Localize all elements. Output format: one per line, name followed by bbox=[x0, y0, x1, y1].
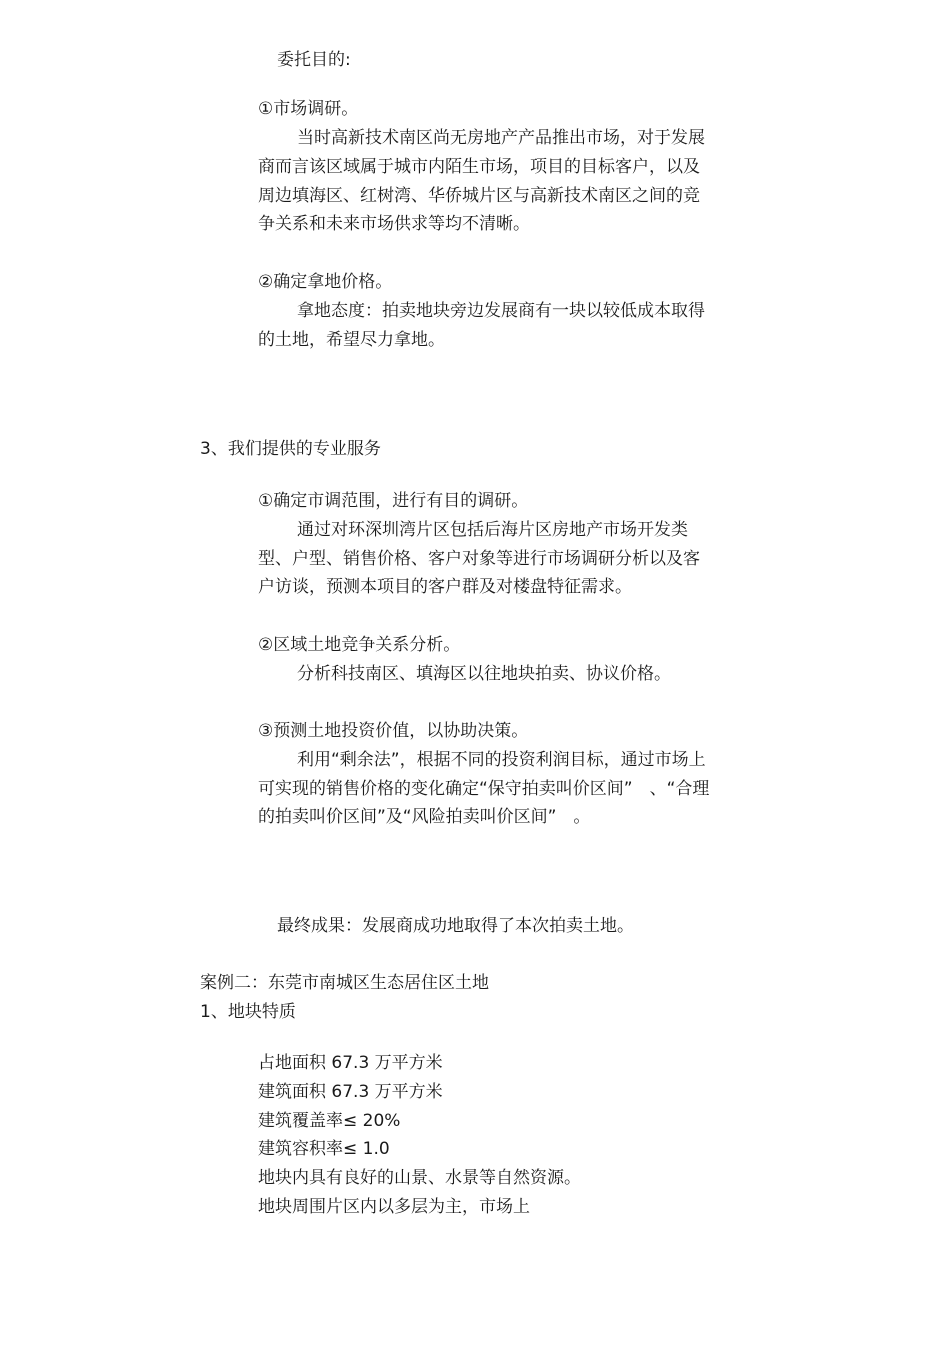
item-market-research-text: 周边填海区、红树湾、华侨城片区与高新技术南区之间的竞 bbox=[258, 186, 700, 206]
service-valuation-text: 可实现的销售价格的变化确定“保守拍卖叫价区间” 、“合理 bbox=[258, 779, 710, 799]
land-attribute: 地块周围片区内以多层为主，市场上 bbox=[258, 1197, 530, 1217]
item-market-research-text: 商而言该区域属于城市内陌生市场，项目的目标客户，以及 bbox=[258, 157, 700, 177]
service-survey-text: 通过对环深圳湾片区包括后海片区房地产市场开发类 bbox=[297, 520, 688, 540]
service-competition-text: 分析科技南区、填海区以往地块拍卖、协议价格。 bbox=[297, 664, 671, 684]
land-attribute: 建筑面积 67.3 万平方米 bbox=[258, 1082, 443, 1102]
item-land-price-text: 的土地，希望尽力拿地。 bbox=[258, 330, 445, 350]
service-valuation-text: 利用“剩余法”，根据不同的投资利润目标，通过市场上 bbox=[297, 750, 706, 770]
case-two-subheading: 1、地块特质 bbox=[200, 1002, 296, 1022]
item-land-price-title: ②确定拿地价格。 bbox=[258, 272, 393, 292]
item-market-research-title: ①市场调研。 bbox=[258, 99, 359, 119]
item-market-research-text: 争关系和未来市场供求等均不清晰。 bbox=[258, 214, 530, 234]
service-survey-text: 户访谈，预测本项目的客户群及对楼盘特征需求。 bbox=[258, 577, 632, 597]
service-valuation-text: 的拍卖叫价区间”及“风险拍卖叫价区间” 。 bbox=[258, 807, 591, 827]
land-attribute: 建筑覆盖率≤ 20% bbox=[258, 1111, 401, 1131]
item-market-research-text: 当时高新技术南区尚无房地产产品推出市场，对于发展 bbox=[297, 128, 705, 148]
purpose-heading: 委托目的: bbox=[277, 50, 351, 70]
service-valuation-title: ③预测土地投资价值，以协助决策。 bbox=[258, 721, 529, 741]
land-attribute: 地块内具有良好的山景、水景等自然资源。 bbox=[258, 1168, 581, 1188]
land-attribute: 建筑容积率≤ 1.0 bbox=[258, 1139, 390, 1159]
services-heading: 3、我们提供的专业服务 bbox=[200, 439, 381, 459]
service-survey-text: 型、户型、销售价格、客户对象等进行市场调研分析以及客 bbox=[258, 549, 700, 569]
case-two-title: 案例二：东莞市南城区生态居住区土地 bbox=[200, 973, 489, 993]
land-attribute: 占地面积 67.3 万平方米 bbox=[258, 1053, 443, 1073]
item-land-price-text: 拿地态度：拍卖地块旁边发展商有一块以较低成本取得 bbox=[297, 301, 705, 321]
service-survey-title: ①确定市调范围，进行有目的调研。 bbox=[258, 491, 529, 511]
final-result: 最终成果：发展商成功地取得了本次拍卖土地。 bbox=[277, 916, 634, 936]
service-competition-title: ②区域土地竞争关系分析。 bbox=[258, 635, 461, 655]
